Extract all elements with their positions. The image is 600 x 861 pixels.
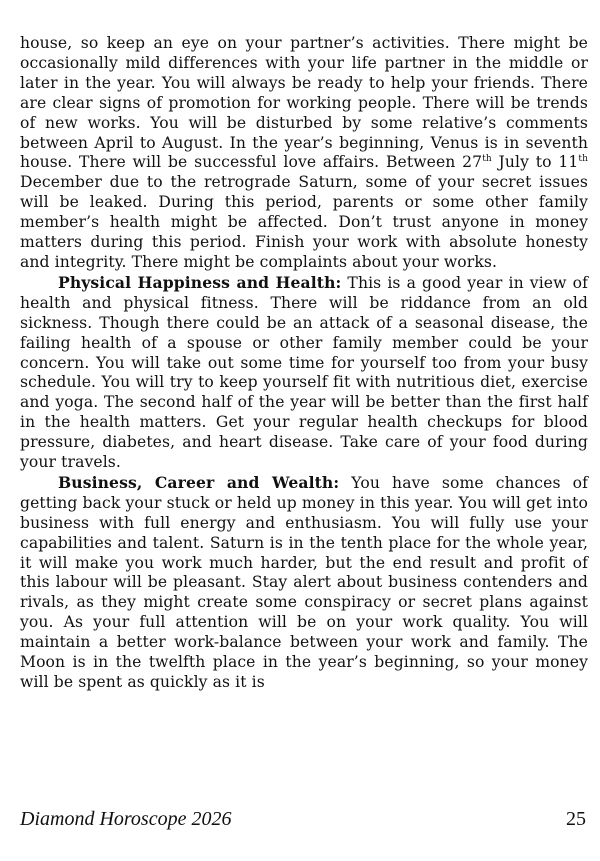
page-number: 25 bbox=[566, 808, 586, 830]
paragraph-continuation bbox=[20, 34, 588, 273]
paragraph-business bbox=[20, 473, 588, 693]
paragraph-text: You have some chances of getting back your stuck or held up money in this year. You will get into business with full energy and enthusiasm. You will fully use your capabilities and talent. Saturn is in the tenth place for the whole year, it will make you work much harder, but the end result and profit of this labour will be pleasant. Stay alert about business contenders and rivals, as they might create some conspiracy or secret plans against you. As your full attention will be on your work quality. You will maintain a better work-balance between your work and family. The Moon is in the twelfth place in the year’s beginning, so your money will be spent as quickly as it is bbox=[20, 473, 588, 691]
section-heading-business: Business, Career and Wealth: bbox=[58, 472, 340, 492]
paragraph-text: house, so keep an eye on your partner’s activities. There might be occasionally mild differences with your life partner in the middle or later in the year. You will always be ready to help your friends. There are clear signs of promotion for working people. There will be trends of new works. You will be disturbed by some relative’s comments between April to August. In the year’s beginning, Venus is in seventh house. There will be successful love affairs. Between 27 bbox=[20, 34, 588, 172]
paragraph-text: December due to the retrograde Saturn, some of your secret issues will be leaked. During this period, parents or some other family member’s health might be affected. Don’t trust anyone in money matters during this period. Finish your work with absolute honesty and integrity. There might be complaints about your works. bbox=[20, 173, 588, 271]
ordinal-suffix: th bbox=[578, 154, 589, 165]
book-title: Diamond Horoscope 2026 bbox=[20, 808, 232, 830]
paragraph-text: This is a good year in view of health and physical fitness. There will be riddance from an old sickness. Though there could be an attack of a seasonal disease, the failing health of a spouse or other family member could be your concern. You will take out some time for yourself too from your busy schedule. You will try to keep yourself fit with nutritious diet, exercise and yoga. The second half of the year will be better than the first half in the health matters. Get your regular health checkups for blood pressure, diabetes, and heart disease. Take care of your food during your travels. bbox=[20, 273, 588, 472]
section-heading-health: Physical Happiness and Health: bbox=[58, 272, 342, 292]
page-body bbox=[20, 34, 588, 693]
ordinal-suffix: th bbox=[482, 154, 492, 165]
page-footer bbox=[20, 808, 586, 831]
paragraph-health bbox=[20, 273, 588, 473]
paragraph-text: July to 11 bbox=[491, 153, 579, 172]
